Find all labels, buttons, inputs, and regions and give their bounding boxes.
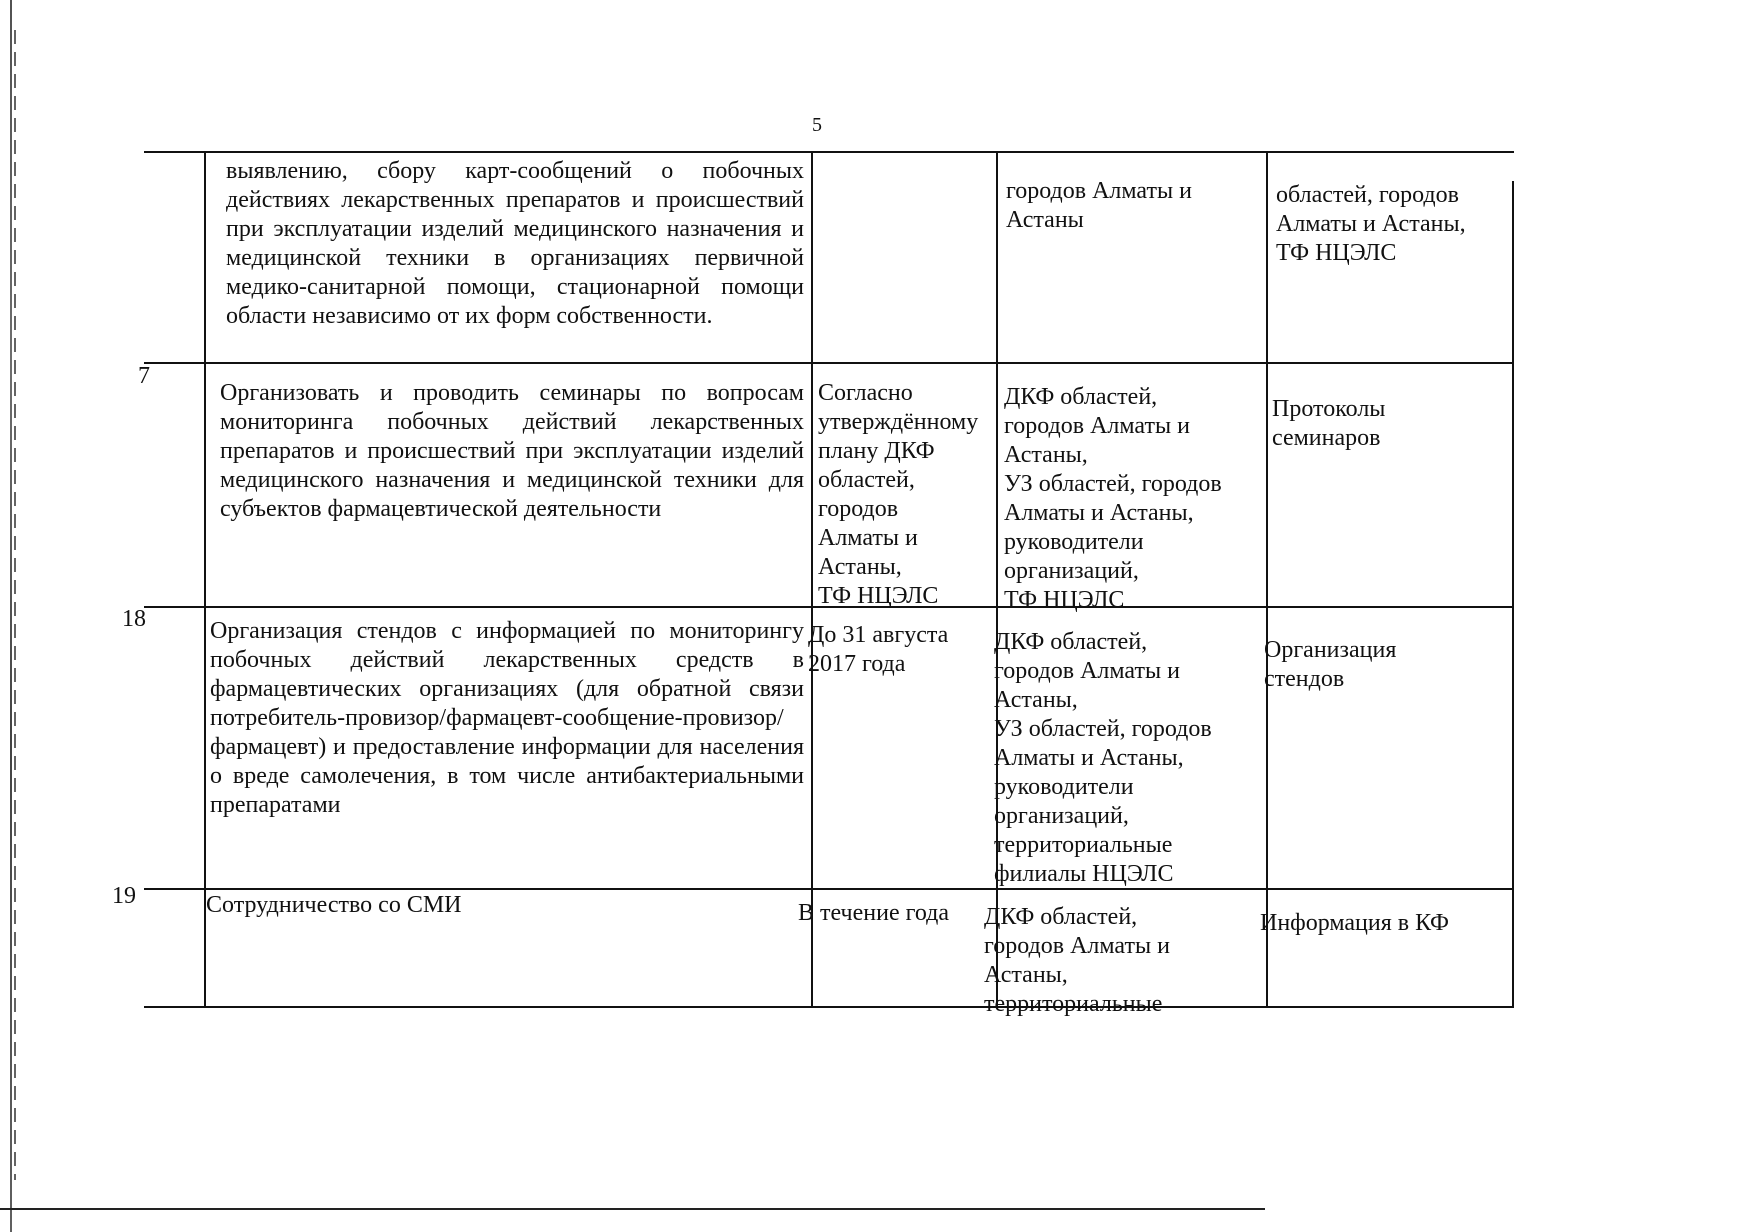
table-row-number: 18 bbox=[122, 606, 146, 632]
scan-edge-bottom bbox=[0, 1208, 1265, 1210]
table-row-responsible: городов Алматы и Астаны bbox=[1006, 178, 1192, 233]
table-row-deadline: В течение года bbox=[798, 900, 950, 926]
table-row-number: 7 bbox=[138, 363, 150, 389]
table-row-responsible: ДКФ областей, городов Алматы и Астаны, территориальные bbox=[984, 904, 1170, 1017]
table-row-responsible: ДКФ областей, городов Алматы и Астаны, УЗ областей, городов Алматы и Астаны, руководители организаций, ТФ НЦЭЛС bbox=[1004, 384, 1222, 613]
page-number: 5 bbox=[812, 114, 822, 136]
plan-table bbox=[112, 151, 1514, 1017]
table-rule-row4 bbox=[144, 888, 1514, 890]
scan-edge-left-dashed bbox=[14, 30, 16, 1180]
table-row-result: Информация в КФ bbox=[1260, 910, 1450, 936]
scan-edge-left bbox=[10, 0, 12, 1232]
table-rule-col1 bbox=[204, 151, 206, 1008]
table-row-activity: Сотрудничество со СМИ bbox=[206, 892, 462, 918]
table-row-activity: выявлению, сбору карт-сообщений о побочных действиях лекарственных препаратов и происшествий при эксплуатации изделий медицинского назначения и медицинской техники в организациях первичной медико-санитарной помощи, стационарной помощи области независимо от их форм собственности. bbox=[226, 158, 804, 329]
table-row-result: областей, городов Алматы и Астаны, ТФ НЦЭЛС bbox=[1276, 182, 1466, 266]
table-row-number: 19 bbox=[112, 883, 136, 909]
table-row-activity: Организовать и проводить семинары по вопросам мониторинга побочных действий лекарственных препаратов и происшествий при эксплуатации изделий медицинского назначения и медицинской техники для субъектов фармацевтической деятельности bbox=[220, 380, 804, 522]
table-row-deadline: Согласно утверждённому плану ДКФ областей, городов Алматы и Астаны, ТФ НЦЭЛС bbox=[818, 380, 979, 609]
table-rule-top bbox=[144, 151, 1514, 153]
table-rule-row2 bbox=[144, 362, 1514, 364]
table-rule-bottom bbox=[144, 1006, 1514, 1008]
table-rule-col4 bbox=[1266, 151, 1268, 1008]
table-rule-right bbox=[1512, 181, 1514, 1008]
table-row-responsible: ДКФ областей, городов Алматы и Астаны, УЗ областей, городов Алматы и Астаны, руководители организаций, территориальные филиалы НЦЭЛС bbox=[994, 629, 1212, 887]
table-row-activity: Организация стендов с информацией по мониторингу побочных действий лекарственных средств в фармацевтических организациях (для обратной связи потребитель-провизор/фармацевт-сообщение-провизор/фармацевт) и предоставление информации для населения о вреде самолечения, в том числе антибактериальными препаратами bbox=[210, 618, 804, 818]
table-rule-col2 bbox=[811, 151, 813, 1008]
table-row-deadline: До 31 августа 2017 года bbox=[808, 622, 949, 677]
table-row-result: Организация стендов bbox=[1264, 637, 1397, 692]
table-row-result: Протоколы семинаров bbox=[1272, 396, 1386, 451]
